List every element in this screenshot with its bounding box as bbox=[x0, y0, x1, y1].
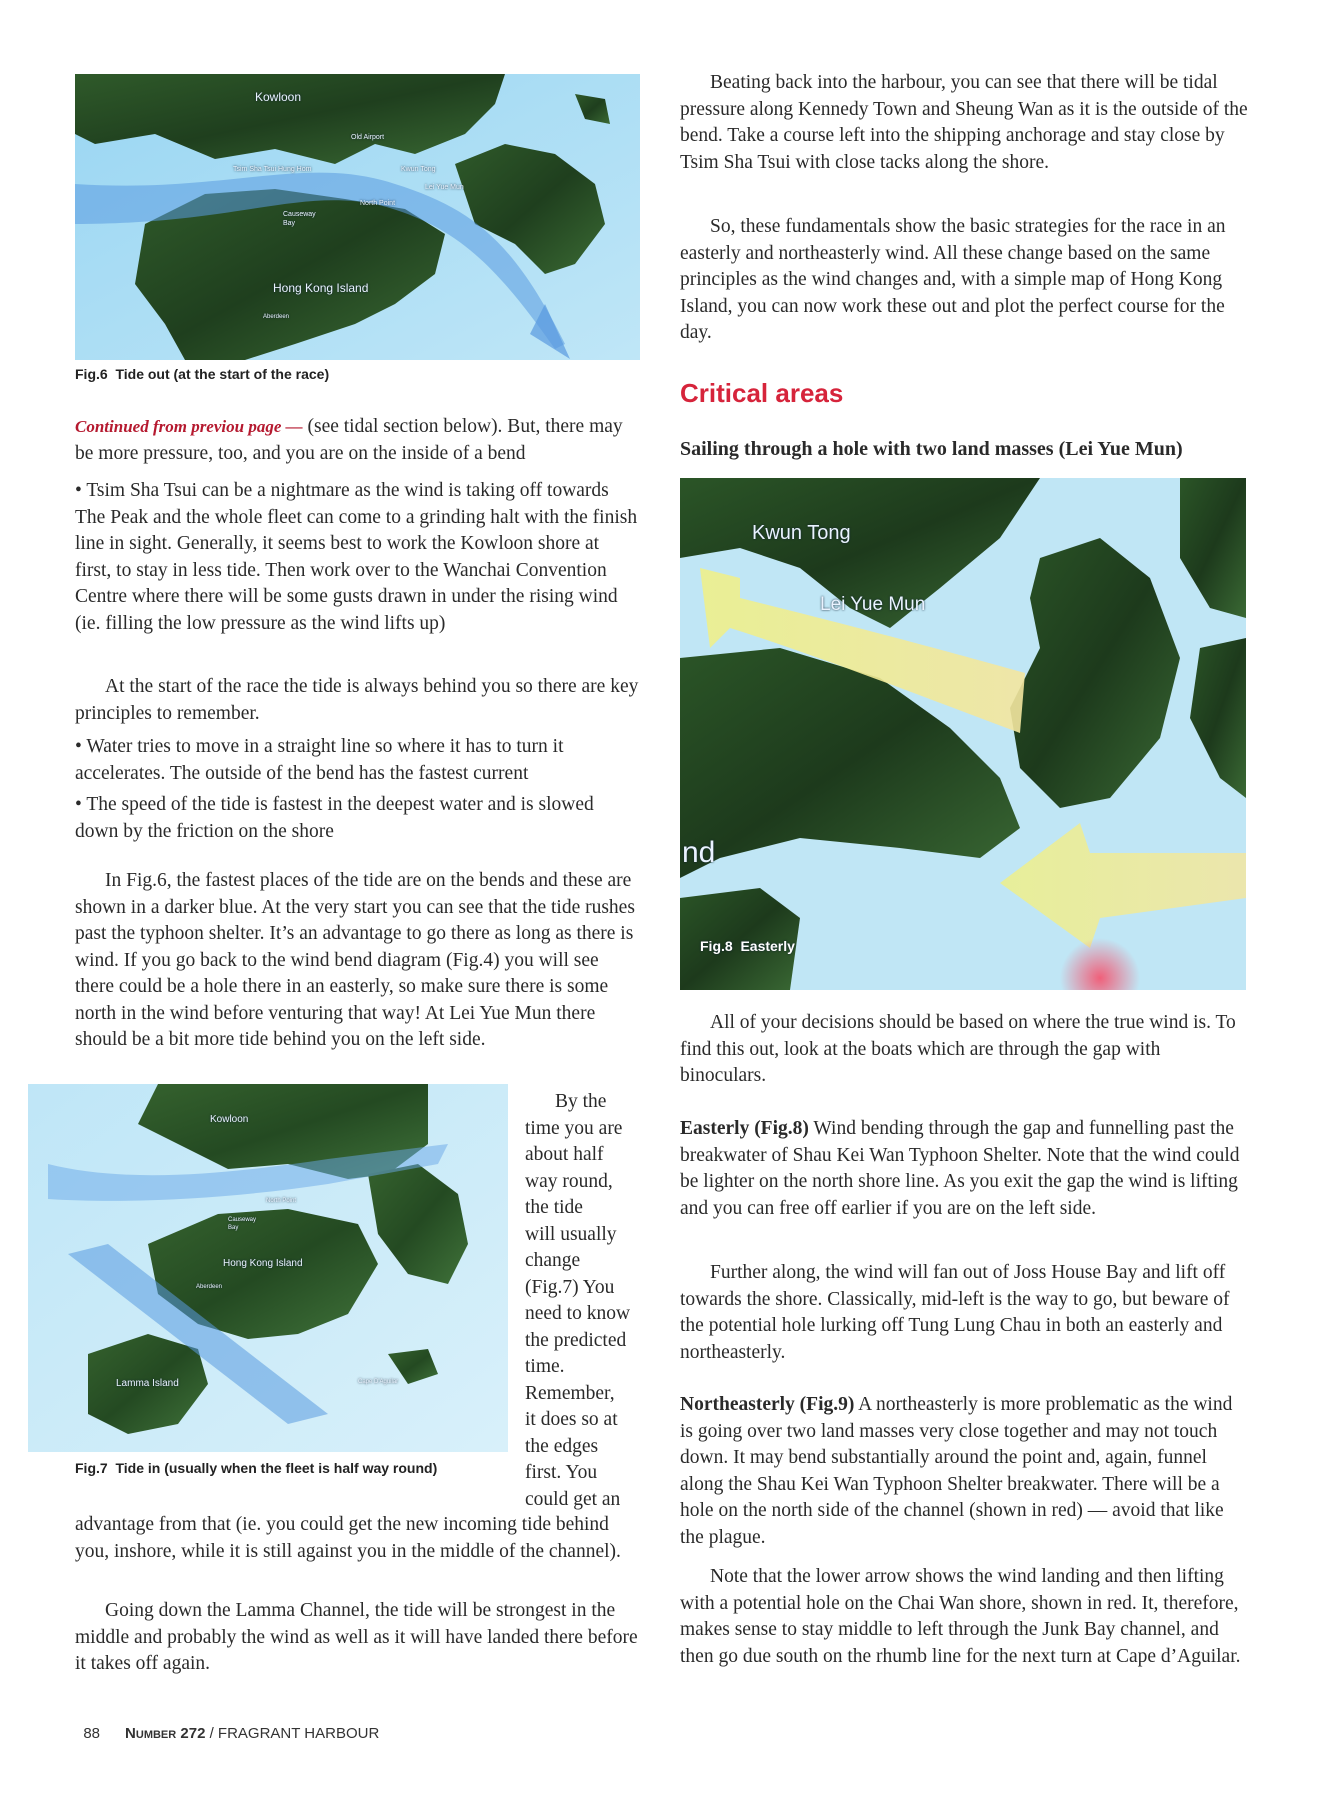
magazine-name: / FRAGRANT HARBOUR bbox=[205, 1725, 380, 1742]
northeasterly-heading: Northeasterly (Fig.9) bbox=[680, 1394, 855, 1415]
left-bullet-1: • Tsim Sha Tsui can be a nightmare as the wind is taking off towards The Peak and the whole fleet can come to a grinding halt with the finish line in sight. Generally, it seems best to work the Kowloon shore at first, to stay in less tide. Then work over to the Wanchai Convention Centre where there will be some gusts drawn in under the rising wind (ie. filling the low pressure as the wind lifts up) bbox=[75, 480, 638, 634]
fig7-map bbox=[28, 1084, 508, 1452]
fig6-label-aberdeen: Aberdeen bbox=[263, 314, 290, 320]
fig7-label-causeway-bay: Causeway Bay bbox=[228, 1217, 257, 1231]
fig6-label-lei-yue-mun: Lei Yue Mun bbox=[425, 184, 464, 191]
northeasterly-text: A northeasterly is more problematic as the wind is going over two land masses very close together and may not touch down. It may bend substantially around the point and, again, funnel along the Shau Kei Wan Typhoon Shelter breakwater. There will be a hole on the north side of the channel (shown in red) — avoid that like the plague. bbox=[680, 1394, 1233, 1548]
fig8-map-graphic bbox=[680, 478, 1246, 990]
narrow-line: time. bbox=[525, 1356, 565, 1377]
right-paragraph-5: Note that the lower arrow shows the wind landing and then lifting with a potential hole on the Chai Wan shore, shown in red. It, therefore, makes sense to stay middle to left through the Junk Bay channel, and then go due south on the rhumb line for the next turn at Cape d’Aguilar. bbox=[680, 1566, 1241, 1667]
narrow-line: will usually bbox=[525, 1223, 617, 1245]
fig6-label-causeway-bay: Causeway Bay bbox=[283, 211, 316, 227]
narrow-line: way round, bbox=[525, 1170, 613, 1192]
section-title: Critical areas bbox=[680, 378, 844, 408]
right-paragraph-3: All of your decisions should be based on where the true wind is. To find this out, look at the boats which are through the gap with binoculars. bbox=[680, 1012, 1236, 1086]
narrow-line: Remember, bbox=[525, 1382, 615, 1404]
left-paragraph-1 bbox=[75, 414, 640, 467]
left-paragraph-3: In Fig.6, the fastest places of the tide are on the bends and these are shown in a darker blue. At the very start you can see that the tide rushes past the typhoon shelter. It’s an advantage to go there as long as there is wind. If you go back to the wind bend diagram (Fig.4) you will see there could be a hole there in an easterly, so make sure there is some north in the wind before venturing that way! At Lei Yue Mun there should be a bit more tide behind you on the left side. bbox=[75, 870, 635, 1050]
fig7-label-hong-kong-island: Hong Kong Island bbox=[223, 1258, 303, 1269]
fig6-caption: Fig.6 Tide out (at the start of the race) bbox=[75, 366, 330, 382]
page-number: 88 bbox=[83, 1725, 101, 1742]
fig8-caption: Fig.8 Easterly bbox=[700, 938, 795, 954]
fig7-label-aberdeen: Aberdeen bbox=[196, 1284, 223, 1290]
narrow-line: change bbox=[525, 1250, 581, 1271]
left-paragraph-2: At the start of the race the tide is always behind you so there are key principles to remember. bbox=[75, 676, 639, 724]
fig6-label-kwun-tong: Kwun Tong bbox=[401, 166, 436, 173]
left-paragraph-1-text: (see tidal section below). But, there may be more pressure, too, and you are on the inside of a bend bbox=[75, 416, 623, 464]
narrow-line: (Fig.7) You bbox=[525, 1276, 615, 1298]
narrow-line: time you are bbox=[525, 1117, 623, 1139]
fig7-caption: Fig.7 Tide in (usually when the fleet is half way round) bbox=[75, 1460, 438, 1476]
fig6-label-hong-kong-island: Hong Kong Island bbox=[273, 281, 369, 295]
fig8-map bbox=[680, 478, 1246, 990]
fig7-label-north-point: North Point bbox=[266, 1198, 297, 1204]
page-footer bbox=[75, 1708, 379, 1742]
easterly-heading: Easterly (Fig.8) bbox=[680, 1118, 809, 1139]
narrow-line: the edges bbox=[525, 1435, 599, 1457]
narrow-line: could get an bbox=[525, 1488, 621, 1510]
narrow-line: the predicted bbox=[525, 1329, 627, 1351]
left-paragraph-5: Going down the Lamma Channel, the tide will be strongest in the middle and probably the wind as well as it will have landed there before it takes off again. bbox=[75, 1600, 638, 1674]
narrow-line: about half bbox=[525, 1144, 604, 1165]
right-paragraph-4: Further along, the wind will fan out of Joss House Bay and lift off towards the shore. Classically, mid-left is the way to go, but beware of the potential hole lurking off Tung Lung Chau in both an easterly and northeasterly. bbox=[680, 1262, 1230, 1363]
right-paragraph-northeasterly bbox=[680, 1392, 1250, 1551]
fig8-label-lei-yue-mun: Lei Yue Mun bbox=[820, 594, 926, 615]
left-bullet-3: • The speed of the tide is fastest in the deepest water and is slowed down by the friction on the shore bbox=[75, 794, 594, 842]
fig6-label-old-airport: Old Airport bbox=[351, 134, 385, 141]
fig6-map bbox=[75, 74, 640, 360]
narrow-line: the tide bbox=[525, 1197, 583, 1218]
fig6-map-graphic bbox=[75, 74, 640, 360]
right-paragraph-easterly bbox=[680, 1116, 1250, 1222]
fig7-label-cape: Cape D'Aguilar bbox=[358, 1379, 399, 1385]
right-paragraph-2: So, these fundamentals show the basic strategies for the race in an easterly and northeasterly wind. All these change based on the same principles as the wind changes and, with a simple map of Hong Kong Island, you can now work these out and plot the perfect course for the day. bbox=[680, 216, 1226, 343]
issue-number: Number 272 bbox=[125, 1725, 206, 1742]
fig7-label-kowloon: Kowloon bbox=[210, 1114, 249, 1125]
fig6-label-kowloon: Kowloon bbox=[255, 90, 302, 104]
narrow-line: it does so at bbox=[525, 1409, 618, 1430]
fig8-label-kwun-tong: Kwun Tong bbox=[752, 522, 851, 544]
narrow-line: By the bbox=[555, 1091, 607, 1112]
subhead: Sailing through a hole with two land masses (Lei Yue Mun) bbox=[680, 438, 1183, 460]
narrow-line: first. You bbox=[525, 1462, 598, 1483]
fig6-label-tsim-sha-tsui: Tsim Sha Tsui Hung Hom bbox=[233, 166, 312, 173]
fig8-label-nd: nd bbox=[682, 836, 716, 869]
right-paragraph-1: Beating back into the harbour, you can see that there will be tidal pressure along Kennedy Town and Sheung Wan as it is the outside of the bend. Take a course left into the shipping anchorage and stay close by Tsim Sha Tsui with close tacks along the shore. bbox=[680, 72, 1248, 173]
fig7-label-lamma-island: Lamma Island bbox=[116, 1378, 179, 1389]
continued-note: Continued from previou page — bbox=[75, 417, 303, 436]
left-paragraph-4-continued: advantage from that (ie. you could get the new incoming tide behind you, inshore, while it is still against you in the middle of the channel). bbox=[75, 1514, 621, 1562]
narrow-line: need to know bbox=[525, 1303, 631, 1324]
fig6-label-north-point: North Point bbox=[360, 200, 396, 207]
left-paragraph-4-narrow bbox=[525, 1089, 645, 1513]
left-bullet-2: • Water tries to move in a straight line so where it has to turn it accelerates. The outside of the bend has the fastest current bbox=[75, 736, 564, 784]
easterly-text: Wind bending through the gap and funnelling past the breakwater of Shau Kei Wan Typhoon Shelter. Note that the wind could be lighter on the north shore line. As you exit the gap the wind is lifting and you can free off earlier if you are on the left side. bbox=[680, 1118, 1240, 1219]
